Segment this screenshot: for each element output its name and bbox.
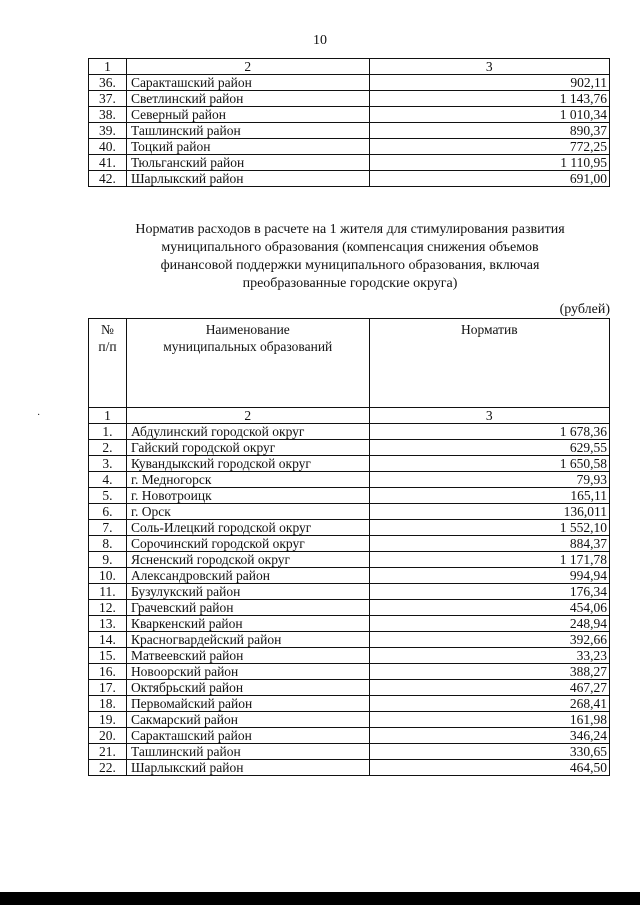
table-row [89, 139, 610, 155]
table-row [89, 712, 610, 728]
row-number: 11. [89, 584, 127, 600]
table-row [89, 584, 610, 600]
table-header-row [89, 408, 610, 424]
row-number: 3. [89, 456, 127, 472]
header-name-line1: Наименование [205, 322, 290, 337]
table-row [89, 552, 610, 568]
row-value: 772,25 [369, 139, 609, 155]
page-number: 10 [313, 33, 327, 48]
row-number: 2. [89, 440, 127, 456]
table-row [89, 123, 610, 139]
row-number: 37. [89, 91, 127, 107]
row-value: 136,011 [369, 504, 609, 520]
column-number-1: 1 [89, 408, 127, 424]
row-number: 40. [89, 139, 127, 155]
table-row [89, 107, 610, 123]
row-name: Северный район [126, 107, 369, 123]
row-value: 1 171,78 [369, 552, 609, 568]
heading-line: Норматив расходов в расчете на 1 жителя для стимулирования развития [135, 222, 565, 237]
table-row [89, 680, 610, 696]
row-value: 902,11 [369, 75, 609, 91]
header-name [126, 319, 369, 408]
table-row [89, 440, 610, 456]
row-name: Абдулинский городской округ [126, 424, 369, 440]
row-number: 13. [89, 616, 127, 632]
table-row [89, 171, 610, 187]
row-number: 41. [89, 155, 127, 171]
row-value: 248,94 [369, 616, 609, 632]
section-heading [90, 221, 610, 293]
row-number: 18. [89, 696, 127, 712]
column-number-3: 3 [369, 408, 609, 424]
row-name: Ташлинский район [126, 744, 369, 760]
row-name: Гайский городской округ [126, 440, 369, 456]
row-value: 1 143,76 [369, 91, 609, 107]
row-number: 22. [89, 760, 127, 776]
row-value: 1 110,95 [369, 155, 609, 171]
heading-line: финансовой поддержки муниципального образования, включая [160, 258, 540, 273]
row-value: 1 010,34 [369, 107, 609, 123]
row-value: 1 552,10 [369, 520, 609, 536]
table-row [89, 744, 610, 760]
row-name: Александровский район [126, 568, 369, 584]
header-number-line2: п/п [98, 339, 117, 354]
row-number: 14. [89, 632, 127, 648]
stray-mark: · [37, 410, 41, 421]
row-value: 161,98 [369, 712, 609, 728]
table-row [89, 155, 610, 171]
row-name: Саракташский район [126, 75, 369, 91]
row-name: Шарлыкский район [126, 171, 369, 187]
row-number: 7. [89, 520, 127, 536]
row-name: г. Новотроицк [126, 488, 369, 504]
row-value: 388,27 [369, 664, 609, 680]
row-value: 79,93 [369, 472, 609, 488]
header-value: Норматив [369, 319, 609, 408]
scan-bottom-border [0, 892, 640, 905]
row-value: 268,41 [369, 696, 609, 712]
table-row [89, 568, 610, 584]
row-name: Ташлинский район [126, 123, 369, 139]
row-number: 4. [89, 472, 127, 488]
row-number: 38. [89, 107, 127, 123]
row-number: 21. [89, 744, 127, 760]
row-number: 16. [89, 664, 127, 680]
row-name: Шарлыкский район [126, 760, 369, 776]
column-number-1: 1 [89, 59, 127, 75]
row-number: 17. [89, 680, 127, 696]
header-number [89, 319, 127, 408]
row-name: Сорочинский городской округ [126, 536, 369, 552]
row-name: Красногвардейский район [126, 632, 369, 648]
row-number: 1. [89, 424, 127, 440]
row-number: 42. [89, 171, 127, 187]
row-number: 20. [89, 728, 127, 744]
row-name: Тюльганский район [126, 155, 369, 171]
row-value: 629,55 [369, 440, 609, 456]
row-number: 8. [89, 536, 127, 552]
row-number: 39. [89, 123, 127, 139]
row-value: 1 678,36 [369, 424, 609, 440]
row-number: 12. [89, 600, 127, 616]
row-name: Саракташский район [126, 728, 369, 744]
row-name: Октябрьский район [126, 680, 369, 696]
row-number: 15. [89, 648, 127, 664]
row-name: Бузулукский район [126, 584, 369, 600]
table-row [89, 616, 610, 632]
table-row [89, 632, 610, 648]
row-number: 10. [89, 568, 127, 584]
row-name: Кувандыкский городской округ [126, 456, 369, 472]
column-number-2: 2 [126, 408, 369, 424]
row-value: 454,06 [369, 600, 609, 616]
table-row [89, 648, 610, 664]
row-number: 9. [89, 552, 127, 568]
row-value: 346,24 [369, 728, 609, 744]
table-row [89, 91, 610, 107]
header-name-line2: муниципальных образований [163, 339, 333, 354]
heading-line: преобразованные городские округа) [242, 276, 458, 291]
row-name: Светлинский район [126, 91, 369, 107]
units-label: (рублей) [559, 302, 610, 317]
table-row [89, 504, 610, 520]
row-number: 19. [89, 712, 127, 728]
row-value: 165,11 [369, 488, 609, 504]
row-value: 691,00 [369, 171, 609, 187]
table-column-headers [89, 319, 610, 408]
row-number: 36. [89, 75, 127, 91]
row-value: 176,34 [369, 584, 609, 600]
row-name: Матвеевский район [126, 648, 369, 664]
table-row [89, 664, 610, 680]
table-row [89, 760, 610, 776]
table-row [89, 728, 610, 744]
column-number-3: 3 [369, 59, 609, 75]
row-value: 467,27 [369, 680, 609, 696]
table-row [89, 600, 610, 616]
header-number-line1: № [101, 322, 114, 337]
table-row [89, 696, 610, 712]
table-row [89, 520, 610, 536]
table-row [89, 488, 610, 504]
row-value: 464,50 [369, 760, 609, 776]
table-continuation [88, 58, 610, 187]
table-row [89, 536, 610, 552]
normative-table [88, 318, 610, 776]
row-name: г. Медногорск [126, 472, 369, 488]
row-value: 392,66 [369, 632, 609, 648]
row-name: Соль-Илецкий городской округ [126, 520, 369, 536]
row-value: 884,37 [369, 536, 609, 552]
column-number-2: 2 [126, 59, 369, 75]
row-value: 890,37 [369, 123, 609, 139]
row-name: Грачевский район [126, 600, 369, 616]
row-name: Ясненский городской округ [126, 552, 369, 568]
table-row [89, 424, 610, 440]
row-name: Кваркенский район [126, 616, 369, 632]
row-value: 1 650,58 [369, 456, 609, 472]
table-row [89, 75, 610, 91]
row-value: 330,65 [369, 744, 609, 760]
row-number: 6. [89, 504, 127, 520]
table-row [89, 472, 610, 488]
row-value: 33,23 [369, 648, 609, 664]
table-row [89, 456, 610, 472]
row-number: 5. [89, 488, 127, 504]
table-header-row [89, 59, 610, 75]
row-name: Первомайский район [126, 696, 369, 712]
row-name: г. Орск [126, 504, 369, 520]
row-name: Сакмарский район [126, 712, 369, 728]
row-value: 994,94 [369, 568, 609, 584]
heading-line: муниципального образования (компенсация снижения объемов [161, 240, 539, 255]
row-name: Новоорский район [126, 664, 369, 680]
row-name: Тоцкий район [126, 139, 369, 155]
